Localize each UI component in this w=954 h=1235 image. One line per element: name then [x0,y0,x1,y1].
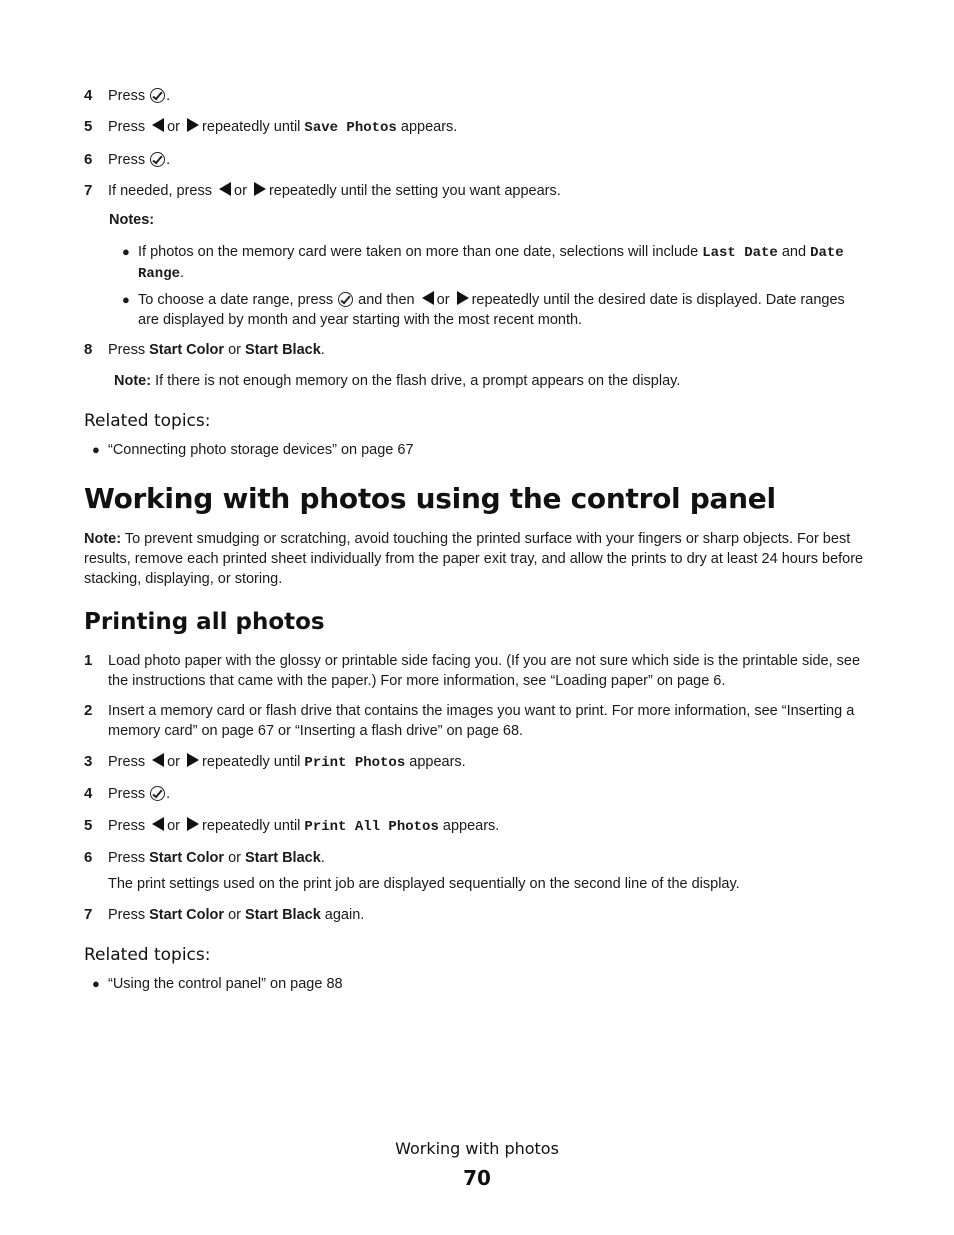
left-arrow-icon [152,817,164,831]
left-arrow-icon [422,291,434,305]
checkmark-circle-icon [150,88,165,103]
step-text: . [166,88,171,104]
step-number: 4 [84,87,93,104]
bullet-dot: ● [122,244,130,259]
step-text: . [166,152,171,168]
left-arrow-icon [219,182,231,196]
related-topic-text: “Using the control panel” on page 88 [108,976,343,992]
step-number: 5 [84,118,93,135]
related-topics-colon: : [204,411,211,431]
step-8-start [84,340,874,360]
step-text: Insert a memory card or flash drive that contains the images you want to print. For more information, see “Inserting a memory card” on page 67 or “Inserting a flash drive” on page 68. [108,703,855,739]
display-text: Print Photos [304,755,406,771]
step-7-choose-setting [84,181,874,201]
note-text: . [180,265,185,281]
related-topic-link [92,974,832,994]
step-text: repeatedly until [202,119,301,135]
step-text: Press [108,152,146,168]
checkmark-circle-icon [150,786,165,801]
step-text: Load photo paper with the glossy or printable side facing you. (If you are not sure which side is the printable side, see the instructions that came with the paper.) For more information, see “Loading paper” on page 6. [108,653,861,689]
step-4-press-ok [84,86,874,106]
step-text: or [228,850,241,866]
related-topic-link [92,440,832,460]
button-name: Start Color [149,907,225,923]
step-6-press-ok [84,150,874,170]
right-arrow-icon [254,182,266,196]
step-text: Press [108,907,146,923]
right-arrow-icon [457,291,469,305]
button-name: Start Black [245,907,321,923]
related-topics-heading [84,411,211,431]
step-number: 7 [84,182,93,199]
step-text: Press [108,754,146,770]
step-number: 7 [84,906,93,923]
note-text: and [781,244,807,260]
step-text: Press [108,342,146,358]
step-text: appears. [400,119,458,135]
step-5-save-photos [84,117,874,138]
checkmark-circle-icon [150,152,165,167]
step-text: Press [108,786,146,802]
related-topics-label: Related topics [84,411,205,431]
step-number: 5 [84,817,93,834]
step-text: again. [324,907,365,923]
step-text: . [320,342,325,358]
print-step-6 [84,848,874,894]
print-step-7 [84,905,874,925]
note-text: repeatedly until the desired date is displayed. Date ranges are displayed by month and year starting with the most recent month. [138,292,845,328]
related-topics-label: Related topics [84,945,205,965]
print-step-4 [84,784,874,804]
right-arrow-icon [187,118,199,132]
step-text: or [228,907,241,923]
section-note [84,529,874,589]
step-number: 1 [84,652,93,669]
step-number: 4 [84,785,93,802]
left-arrow-icon [152,753,164,767]
step-text: or [167,754,181,770]
page-number: 70 [463,1166,491,1190]
right-arrow-icon [187,753,199,767]
step-text: repeatedly until [202,754,301,770]
step-number: 6 [84,849,93,866]
print-step-1 [84,651,874,691]
related-topics-heading [84,945,211,965]
step-text: repeatedly until the setting you want appears. [268,183,561,199]
print-step-5 [84,816,874,837]
step-text: . [166,786,171,802]
note-text: or [436,292,450,308]
step-number: 2 [84,702,93,719]
print-step-2 [84,701,874,741]
section-title: Working with photos using the control panel [84,482,776,515]
note-text: To choose a date range, press [138,292,334,308]
step-text: or [228,342,241,358]
bullet-dot: ● [92,442,100,457]
step-number: 6 [84,151,93,168]
step-number: 3 [84,753,93,770]
note-text: To prevent smudging or scratching, avoid touching the printed surface with your fingers or sharp objects. For best results, remove each printed sheet individually from the paper exit tray, and allow the prints to dry at least 24 hours before stacking, displaying, or storing. [84,531,864,587]
related-topics-colon: : [204,945,211,965]
step-text: repeatedly until [202,818,301,834]
bullet-dot: ● [122,292,130,307]
note-bullet-1 [122,242,862,284]
footer-chapter-title: Working with photos [395,1139,559,1158]
note-text: If photos on the memory card were taken on more than one date, selections will include [138,244,699,260]
checkmark-circle-icon [338,292,353,307]
print-step-3 [84,752,874,773]
step-text: Press [108,850,146,866]
step-number: 8 [84,341,93,358]
button-name: Start Black [245,850,321,866]
note-text: and then [358,292,415,308]
button-name: Start Color [149,850,225,866]
step-text: appears. [409,754,466,770]
left-arrow-icon [152,118,164,132]
button-name: Start Black [245,342,321,358]
note-label: Note: [114,373,152,389]
step-subtext: The print settings used on the print job are displayed sequentially on the second line of the display. [108,876,740,892]
button-name: Start Color [149,342,225,358]
step-text: If needed, press [108,183,212,199]
display-text: Last Date [702,245,778,261]
step-text: Press [108,119,146,135]
step-text: or [234,183,247,199]
step-text: or [167,818,181,834]
step-text: Press [108,88,146,104]
display-text: Print All Photos [304,819,439,835]
flash-drive-note [114,371,874,391]
display-text: Date Range [138,245,844,282]
note-text: If there is not enough memory on the flash drive, a prompt appears on the display. [155,373,681,389]
subsection-title: Printing all photos [84,609,325,635]
note-bullet-2 [122,290,862,330]
note-label: Note: [84,531,122,547]
right-arrow-icon [187,817,199,831]
step-text: Press [108,818,146,834]
step-text: . [320,850,325,866]
step-text: or [167,119,181,135]
related-topic-text: “Connecting photo storage devices” on page 67 [108,442,414,458]
bullet-dot: ● [92,976,100,991]
step-text: appears. [442,818,500,834]
display-text: Save Photos [304,120,397,136]
notes-heading: Notes: [109,212,155,228]
